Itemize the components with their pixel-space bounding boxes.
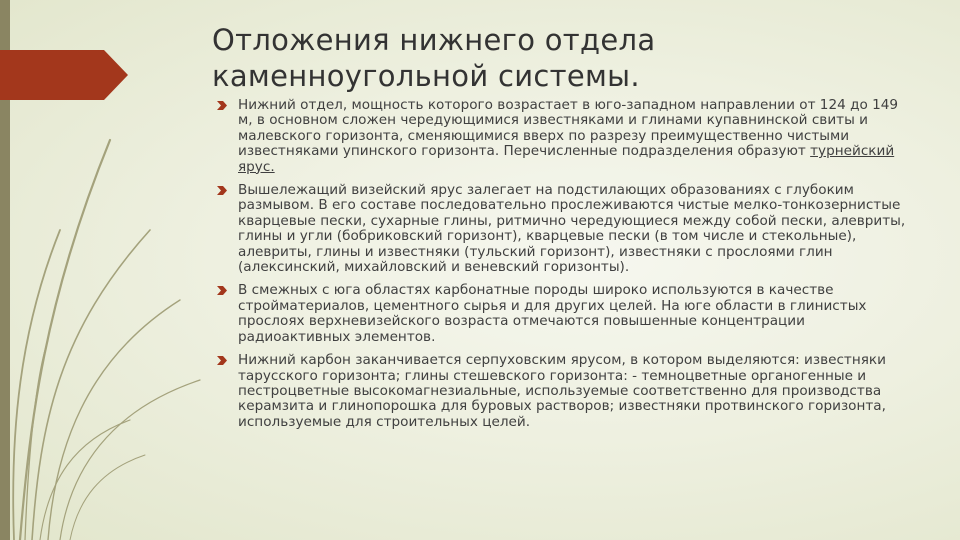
- slide-title-line-1: Отложения нижнего отдела: [212, 23, 656, 57]
- arrow-bullet-icon: [216, 354, 230, 367]
- bullet-item-3: [216, 283, 906, 345]
- arrow-bullet-icon: [216, 284, 230, 297]
- bullet-text-2: Вышележащий визейский ярус залегает на подстилающих образованиях с глубоким размывом. В его составе последовательно прослеживаются чистые мелко-тонкозернистые кварцевые пески, сухарные глины, ритмично чередующиеся между собой пески, алевриты, глины и угли (бобриковский горизонт), кварцевые пески (в том числе и стекольные), алевриты, глины и известняки (тульский горизонт), известняки с прослоями глин (алексинский, михайловский и веневский горизонты).: [238, 182, 906, 276]
- bullet-text-1: Нижний отдел, мощность которого возрастает в юго-западном направлении от 124 до 149 м, в основном сложен чередующимися известняками и глинами купавнинской свиты и малевского горизонта, сменяющимися вверх по разрезу преимущественно чистыми известняками упинского горизонта. Перечисленные подразделения образуют: [238, 97, 899, 160]
- arrow-bullet-icon: [216, 184, 230, 197]
- bullet-list: [216, 98, 906, 438]
- slide-title-line-2: каменноугольной системы.: [212, 59, 640, 93]
- bullet-item-1: [216, 98, 906, 175]
- bullet-term-tournaisian: турнейский ярус.: [238, 143, 895, 175]
- arrow-bullet-icon: [216, 99, 230, 112]
- title-accent-banner: [0, 50, 128, 100]
- bullet-item-2: [216, 183, 906, 275]
- bullet-item-4: [216, 353, 906, 430]
- slide-title: [212, 22, 912, 94]
- bullet-text-3: В смежных с юга областях карбонатные породы широко используются в качестве стройматериалов, цементного сырья и для других целей. На юге области в глинистых прослоях верхневизейского возраста отмечаются повышенные концентрации радиоактивных элементов.: [238, 282, 867, 345]
- bullet-text-4: Нижний карбон заканчивается серпуховским ярусом, в котором выделяются: известняки тарусского горизонта; глины стешевского горизонта: - темноцветные органогенные и пестроцветные высокомагнезиальные, используемые соответственно для производства керамзита и глинопорошка для буровых растворов; известняки протвинского горизонта, используемые для строительных целей.: [238, 352, 886, 430]
